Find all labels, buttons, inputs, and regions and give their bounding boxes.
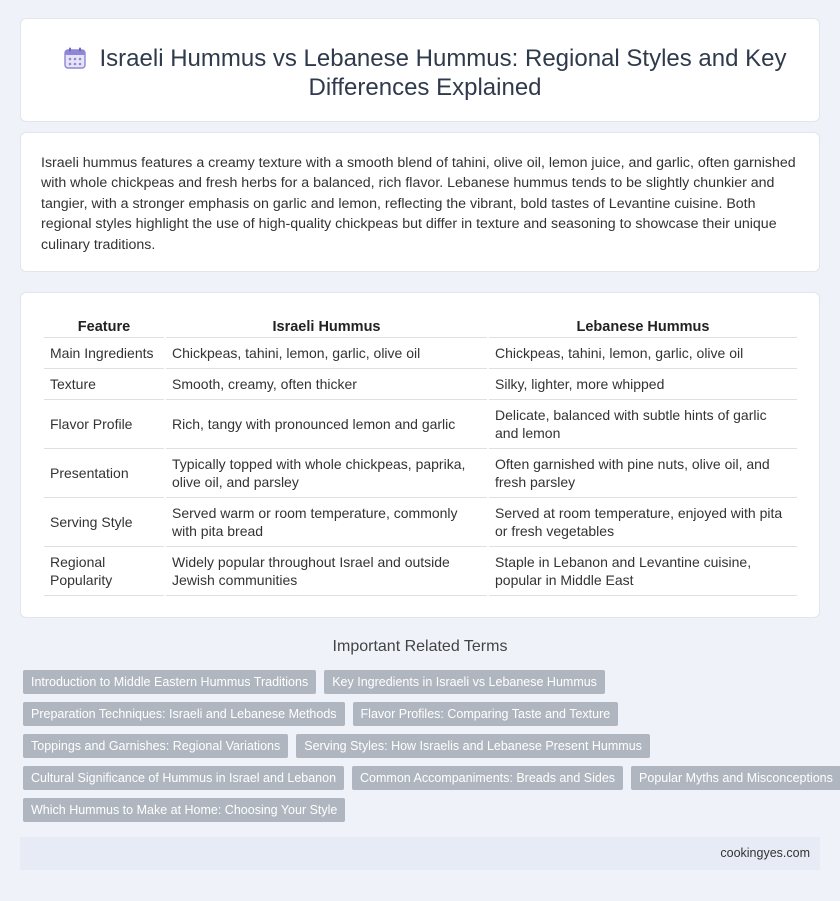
related-term-link[interactable]: Toppings and Garnishes: Regional Variations [23, 734, 288, 758]
row-feature: Flavor Profile [44, 400, 164, 449]
related-term-link[interactable]: Preparation Techniques: Israeli and Lebanese Methods [23, 702, 345, 726]
table-row [44, 369, 797, 400]
title-wrap [61, 44, 789, 102]
row-israeli: Served warm or room temperature, commonly with pita bread [166, 498, 487, 547]
row-lebanese: Often garnished with pine nuts, olive oil, and fresh parsley [489, 449, 797, 498]
related-term-link[interactable]: Flavor Profiles: Comparing Taste and Texture [353, 702, 619, 726]
table-row [44, 338, 797, 369]
tag-row [23, 798, 823, 822]
related-term-link[interactable]: Popular Myths and Misconceptions [631, 766, 840, 790]
row-israeli: Typically topped with whole chickpeas, paprika, olive oil, and parsley [166, 449, 487, 498]
footer-site-link[interactable]: cookingyes.com [720, 846, 810, 860]
related-term-link[interactable]: Key Ingredients in Israeli vs Lebanese Hummus [324, 670, 605, 694]
row-feature: Main Ingredients [44, 338, 164, 369]
related-term-link[interactable]: Common Accompaniments: Breads and Sides [352, 766, 623, 790]
row-lebanese: Served at room temperature, enjoyed with pita or fresh vegetables [489, 498, 797, 547]
comparison-card [20, 292, 820, 618]
tag-row [23, 670, 823, 694]
header-israeli: Israeli Hummus [166, 316, 487, 338]
related-term-link[interactable]: Which Hummus to Make at Home: Choosing Your Style [23, 798, 345, 822]
intro-paragraph: Israeli hummus features a creamy texture with a smooth blend of tahini, olive oil, lemon juice, and garlic, often garnished with whole chickpeas and fresh herbs for a balanced, rich flavor. Lebanese hummus tends to be slightly chunkier and tangier, with a stronger emphasis on garlic and lemon, reflecting the vibrant, bold tastes of Levantine cuisine. Both regional styles highlight the use of high-quality chickpeas but differ in texture and seasoning to showcase their unique culinary traditions. [41, 155, 796, 253]
related-terms-list [23, 670, 833, 830]
row-lebanese: Silky, lighter, more whipped [489, 369, 797, 400]
intro-card [20, 132, 820, 272]
table-row [44, 400, 797, 449]
calendar-icon [64, 47, 86, 69]
page-title: Israeli Hummus vs Lebanese Hummus: Regional Styles and Key Differences Explained [99, 45, 787, 101]
row-israeli: Smooth, creamy, often thicker [166, 369, 487, 400]
tag-row [23, 702, 823, 726]
related-term-link[interactable]: Introduction to Middle Eastern Hummus Traditions [23, 670, 316, 694]
tag-row [23, 766, 833, 790]
table-row [44, 498, 797, 547]
row-israeli: Rich, tangy with pronounced lemon and garlic [166, 400, 487, 449]
table-row [44, 547, 797, 596]
row-lebanese: Chickpeas, tahini, lemon, garlic, olive oil [489, 338, 797, 369]
footer [20, 837, 820, 870]
related-term-link[interactable]: Cultural Significance of Hummus in Israel and Lebanon [23, 766, 344, 790]
table-row [44, 449, 797, 498]
row-feature: Presentation [44, 449, 164, 498]
header-feature: Feature [44, 316, 164, 338]
tag-row [23, 734, 823, 758]
row-feature: Regional Popularity [44, 547, 164, 596]
row-lebanese: Delicate, balanced with subtle hints of garlic and lemon [489, 400, 797, 449]
row-feature: Serving Style [44, 498, 164, 547]
row-feature: Texture [44, 369, 164, 400]
table-header-row [44, 316, 797, 338]
title-card [20, 18, 820, 122]
comparison-table [42, 316, 799, 596]
row-israeli: Widely popular throughout Israel and outside Jewish communities [166, 547, 487, 596]
header-lebanese: Lebanese Hummus [489, 316, 797, 338]
row-lebanese: Staple in Lebanon and Levantine cuisine, popular in Middle East [489, 547, 797, 596]
related-terms-title: Important Related Terms [332, 638, 508, 655]
related-term-link[interactable]: Serving Styles: How Israelis and Lebanese Present Hummus [296, 734, 650, 758]
row-israeli: Chickpeas, tahini, lemon, garlic, olive oil [166, 338, 487, 369]
